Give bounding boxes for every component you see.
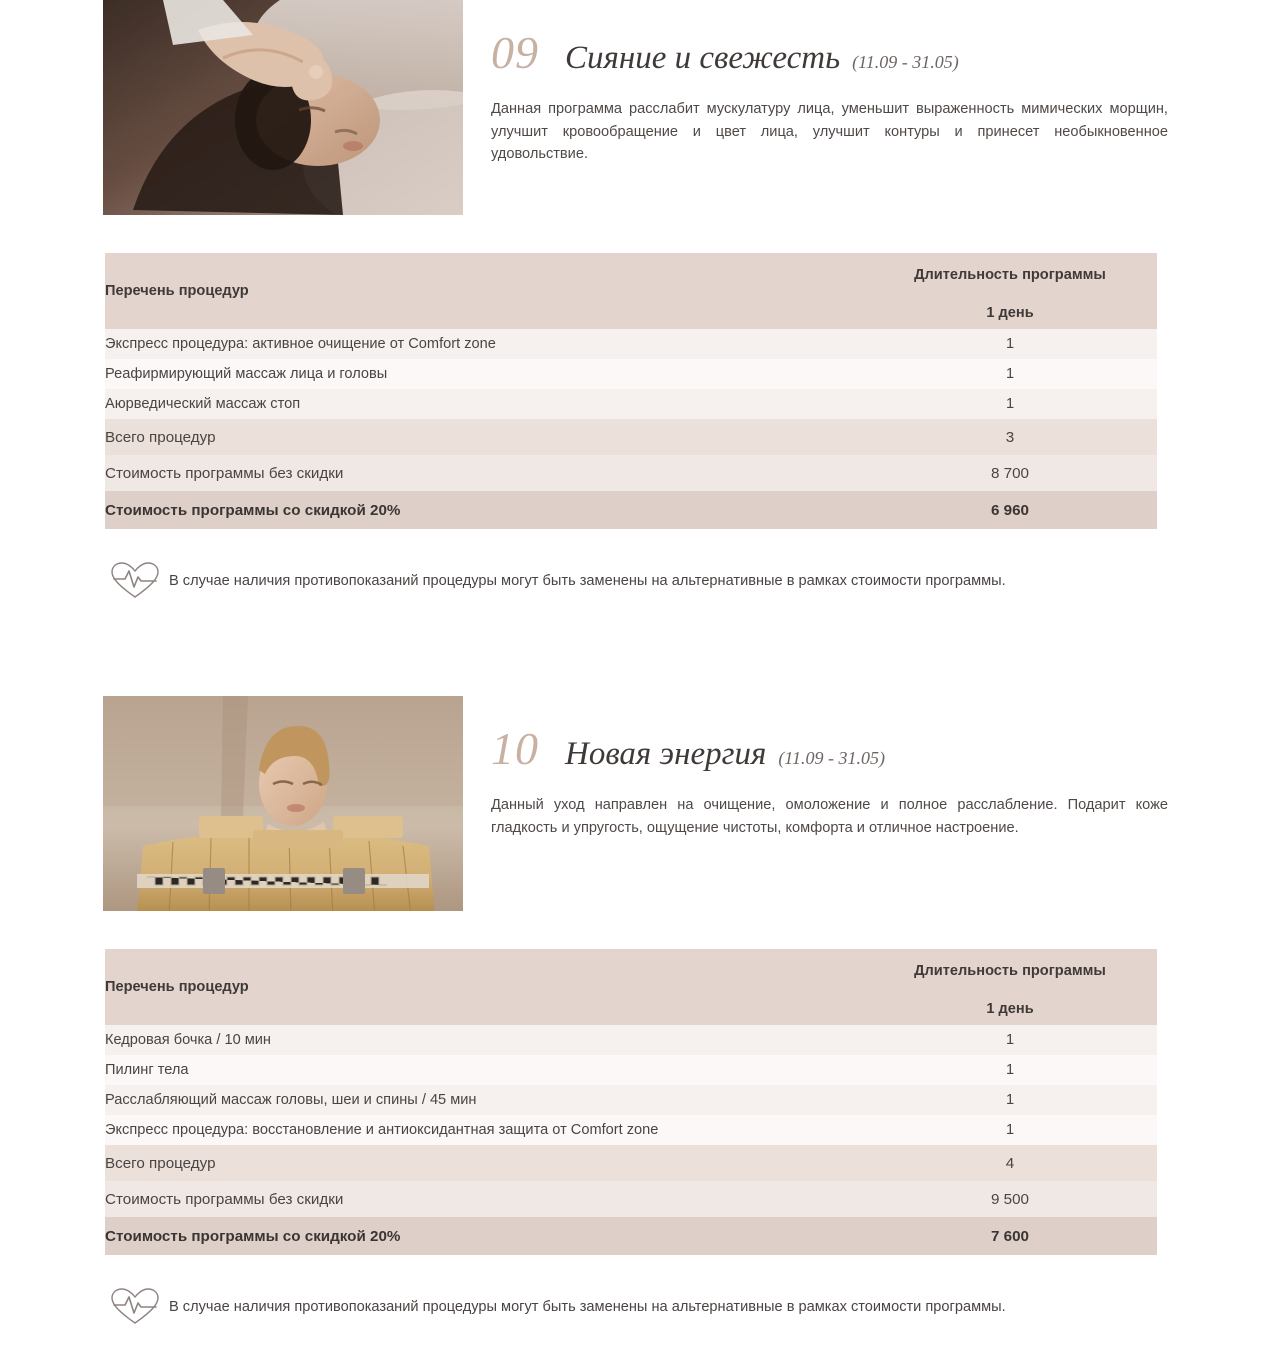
discount-price-value: 7 600: [863, 1217, 1157, 1255]
disclaimer-note-10: [105, 1287, 1263, 1327]
procedure-name: Реафирмирующий массаж лица и головы: [105, 359, 863, 389]
cedar-barrel-photo: [103, 696, 463, 911]
discount-price-label: Стоимость программы со скидкой 20%: [105, 1217, 863, 1255]
table-row-discount-price: [105, 491, 1157, 529]
program-header: [0, 0, 1263, 215]
procedure-name: Экспресс процедура: активное очищение от Comfort zone: [105, 329, 863, 359]
col-duration-header: Длительность программы: [863, 253, 1157, 297]
disclaimer-text: В случае наличия противопоказаний процедуры могут быть заменены на альтернативные в рамках стоимости программы.: [169, 573, 1006, 589]
procedure-count: 1: [863, 359, 1157, 389]
total-value: 4: [863, 1145, 1157, 1181]
table-row: [105, 359, 1157, 389]
col-procedures-header: Перечень процедур: [105, 253, 863, 329]
disclaimer-note-09: [105, 561, 1263, 601]
program-card-09: [0, 0, 1263, 601]
program-dates: (11.09 - 31.05): [852, 52, 959, 72]
table-row-total: [105, 419, 1157, 455]
procedure-name: Аюрведический массаж стоп: [105, 389, 863, 419]
facial-massage-photo: [103, 0, 463, 215]
table-row: [105, 1025, 1157, 1055]
procedure-name: Экспресс процедура: восстановление и антиоксидантная защита от Comfort zone: [105, 1115, 863, 1145]
procedure-name: Расслабляющий массаж головы, шеи и спины / 45 мин: [105, 1085, 863, 1115]
procedure-count: 1: [863, 1055, 1157, 1085]
price-value: 8 700: [863, 455, 1157, 491]
procedures-table-09: [105, 253, 1157, 529]
procedure-name: Пилинг тела: [105, 1055, 863, 1085]
program-number: 09: [491, 27, 539, 78]
program-head-text: [491, 696, 1263, 839]
program-dates: (11.09 - 31.05): [778, 748, 885, 768]
table-row: [105, 1115, 1157, 1145]
table-row-discount-price: [105, 1217, 1157, 1255]
program-description: Данный уход направлен на очищение, омоложение и полное расслабление. Подарит коже гладкость и упругость, ощущение чистоты, комфорта и отличное настроение.: [491, 797, 1168, 836]
table-header-row: [105, 253, 1157, 297]
price-label: Стоимость программы без скидки: [105, 1181, 863, 1217]
procedure-count: 1: [863, 1025, 1157, 1055]
program-number: 10: [491, 723, 539, 774]
total-label: Всего процедур: [105, 1145, 863, 1181]
table-header-row: [105, 949, 1157, 993]
col-duration-header: Длительность программы: [863, 949, 1157, 993]
disclaimer-text: В случае наличия противопоказаний процедуры могут быть заменены на альтернативные в рамках стоимости программы.: [169, 1299, 1006, 1315]
table-row: [105, 329, 1157, 359]
program-header: [0, 696, 1263, 911]
program-image-09: [103, 0, 463, 215]
price-label: Стоимость программы без скидки: [105, 455, 863, 491]
procedure-name: Кедровая бочка / 10 мин: [105, 1025, 863, 1055]
total-label: Всего процедур: [105, 419, 863, 455]
table-row: [105, 1055, 1157, 1085]
heart-pulse-icon: [105, 1287, 165, 1327]
program-description: Данная программа расслабит мускулатуру лица, уменьшит выраженность мимических морщин, улучшит кровообращение и цвет лица, улучшит контуры и принесет необыкновенное удовольствие.: [491, 101, 1168, 163]
program-head-text: [491, 0, 1263, 166]
table-row: [105, 389, 1157, 419]
table-row-price: [105, 455, 1157, 491]
procedure-count: 1: [863, 329, 1157, 359]
col-days-header: 1 день: [863, 297, 1157, 329]
heart-pulse-icon: [105, 561, 165, 601]
table-row-total: [105, 1145, 1157, 1181]
program-title: Сияние и свежесть: [565, 40, 841, 76]
program-title-row: [491, 723, 1168, 774]
price-value: 9 500: [863, 1181, 1157, 1217]
procedure-count: 1: [863, 1085, 1157, 1115]
total-value: 3: [863, 419, 1157, 455]
discount-price-label: Стоимость программы со скидкой 20%: [105, 491, 863, 529]
program-card-10: [0, 696, 1263, 1327]
procedure-count: 1: [863, 1115, 1157, 1145]
program-image-10: [103, 696, 463, 911]
program-title: Новая энергия: [565, 736, 767, 772]
col-days-header: 1 день: [863, 993, 1157, 1025]
discount-price-value: 6 960: [863, 491, 1157, 529]
procedure-count: 1: [863, 389, 1157, 419]
program-title-row: [491, 27, 1168, 78]
col-procedures-header: Перечень процедур: [105, 949, 863, 1025]
table-row: [105, 1085, 1157, 1115]
bottom-spacer: [0, 1327, 1263, 1349]
table-row-price: [105, 1181, 1157, 1217]
procedures-table-10: [105, 949, 1157, 1255]
section-spacer: [0, 601, 1263, 696]
